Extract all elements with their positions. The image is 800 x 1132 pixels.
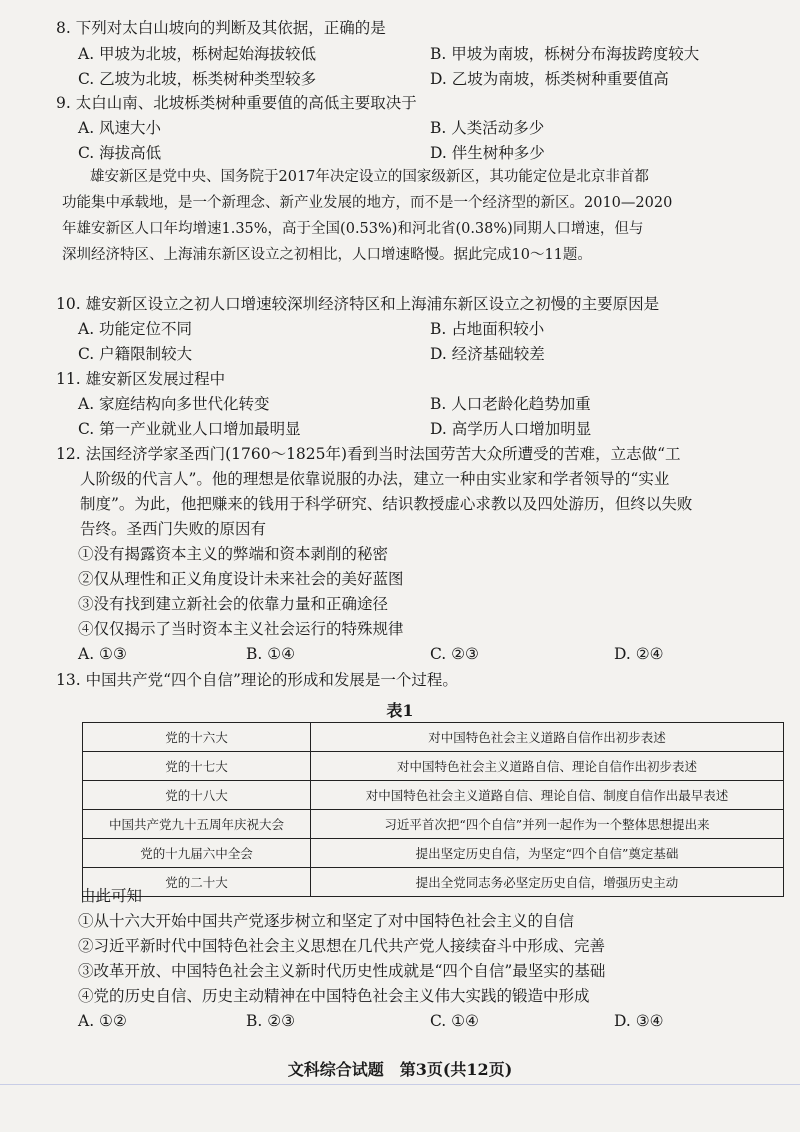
q12-statement-1: ①没有揭露资本主义的弊端和资本剥削的秘密 [78, 545, 389, 563]
q9-option-d: D. 伴生树种多少 [430, 144, 545, 162]
q10-option-a: A. 功能定位不同 [78, 320, 193, 338]
q12-stem-line-2: 人阶级的代言人”。他的理想是依靠说服的办法，建立一种由实业家和学者领导的“实业 [80, 470, 670, 488]
q12-stem-line-1: 12. 法国经济学家圣西门(1760～1825年)看到当时法国劳苦大众所遭受的苦难，立志做“工 [56, 445, 681, 463]
passage-line-4: 深圳经济特区、上海浦东新区设立之初相比，人口增速略慢。据此完成10～11题。 [62, 247, 592, 263]
q12-option-c: C. ②③ [430, 645, 479, 663]
table-row [83, 839, 784, 868]
q8-option-b: B. 甲坡为南坡，栎树分布海拔跨度较大 [430, 45, 700, 63]
q13-option-c: C. ①④ [430, 1012, 479, 1030]
q9-option-c: C. 海拔高低 [78, 144, 162, 162]
footer-divider [0, 1084, 800, 1085]
q8-option-a: A. 甲坡为北坡，栎树起始海拔较低 [78, 45, 317, 63]
table-cell-description: 对中国特色社会主义道路自信作出初步表述 [311, 723, 784, 752]
q13-lead: 由此可知 [80, 887, 143, 905]
q13-statement-1: ①从十六大开始中国共产党逐步树立和坚定了对中国特色社会主义的自信 [78, 912, 575, 930]
q11-option-d: D. 高学历人口增加明显 [430, 420, 592, 438]
q10-stem: 10. 雄安新区设立之初人口增速较深圳经济特区和上海浦东新区设立之初慢的主要原因是 [56, 295, 660, 313]
q8-option-c: C. 乙坡为北坡，栎类树种类型较多 [78, 70, 317, 88]
table-cell-description: 对中国特色社会主义道路自信、理论自信作出初步表述 [311, 752, 784, 781]
q10-option-d: D. 经济基础较差 [430, 345, 545, 363]
q11-option-a: A. 家庭结构向多世代化转变 [78, 395, 270, 413]
table-row [83, 752, 784, 781]
q9-option-a: A. 风速大小 [78, 119, 162, 137]
q12-stem-line-4: 告终。圣西门失败的原因有 [80, 520, 267, 538]
q12-option-a: A. ①③ [78, 645, 127, 663]
q13-statement-3: ③改革开放、中国特色社会主义新时代历史性成就是“四个自信”最坚实的基础 [78, 962, 606, 980]
q12-option-b: B. ①④ [246, 645, 296, 663]
table-cell-event: 党的二十大 [83, 868, 311, 897]
table-row [83, 868, 784, 897]
q11-option-b: B. 人口老龄化趋势加重 [430, 395, 591, 413]
table-cell-event: 党的十九届六中全会 [83, 839, 311, 868]
passage-line-2: 功能集中承载地，是一个新理念、新产业发展的地方，而不是一个经济型的新区。2010—2020 [62, 195, 673, 211]
q11-option-c: C. 第一产业就业人口增加最明显 [78, 420, 301, 438]
q13-option-a: A. ①② [78, 1012, 127, 1030]
table-cell-description: 对中国特色社会主义道路自信、理论自信、制度自信作出最早表述 [311, 781, 784, 810]
table-cell-event: 党的十七大 [83, 752, 311, 781]
q9-option-b: B. 人类活动多少 [430, 119, 545, 137]
table-row [83, 723, 784, 752]
q10-option-c: C. 户籍限制较大 [78, 345, 193, 363]
table-cell-event: 党的十六大 [83, 723, 311, 752]
table-cell-description: 提出坚定历史自信，为坚定“四个自信”奠定基础 [311, 839, 784, 868]
table-row [83, 810, 784, 839]
q12-statement-4: ④仅仅揭示了当时资本主义社会运行的特殊规律 [78, 620, 404, 638]
q11-stem: 11. 雄安新区发展过程中 [56, 370, 226, 388]
q12-statement-2: ②仅从理性和正义角度设计未来社会的美好蓝图 [78, 570, 404, 588]
q8-option-d: D. 乙坡为南坡，栎类树种重要值高 [430, 70, 669, 88]
q12-option-d: D. ②④ [614, 645, 664, 663]
q12-stem-line-3: 制度”。为此，他把赚来的钱用于科学研究、结识教授虚心求教以及四处游历，但终以失败 [80, 495, 693, 513]
q9-stem: 9. 太白山南、北坡栎类树种重要值的高低主要取决于 [56, 94, 417, 112]
q13-stem: 13. 中国共产党“四个自信”理论的形成和发展是一个过程。 [56, 671, 458, 689]
page-footer: 文科综合试题 第3页(共12页) [287, 1060, 513, 1079]
table-cell-description: 习近平首次把“四个自信”并列一起作为一个整体思想提出来 [311, 810, 784, 839]
table-cell-event: 中国共产党九十五周年庆祝大会 [83, 810, 311, 839]
table-caption: 表1 [386, 701, 414, 720]
table-cell-event: 党的十八大 [83, 781, 311, 810]
q13-statement-4: ④党的历史自信、历史主动精神在中国特色社会主义伟大实践的锻造中形成 [78, 987, 590, 1005]
passage-line-3: 年雄安新区人口年均增速1.35%，高于全国(0.53%)和河北省(0.38%)同期人口增速，但与 [62, 221, 644, 237]
confidence-table [82, 722, 784, 897]
q8-stem: 8. 下列对太白山坡向的判断及其依据，正确的是 [56, 19, 386, 37]
table-row [83, 781, 784, 810]
passage-line-1: 雄安新区是党中央、国务院于2017年决定设立的国家级新区，其功能定位是北京非首都 [90, 169, 649, 185]
passage [62, 164, 762, 268]
q10-option-b: B. 占地面积较小 [430, 320, 545, 338]
q12-statement-3: ③没有找到建立新社会的依靠力量和正确途径 [78, 595, 389, 613]
table-cell-description: 提出全党同志务必坚定历史自信，增强历史主动 [311, 868, 784, 897]
q13-statement-2: ②习近平新时代中国特色社会主义思想在几代共产党人接续奋斗中形成、完善 [78, 937, 606, 955]
q13-option-d: D. ③④ [614, 1012, 664, 1030]
q13-option-b: B. ②③ [246, 1012, 296, 1030]
